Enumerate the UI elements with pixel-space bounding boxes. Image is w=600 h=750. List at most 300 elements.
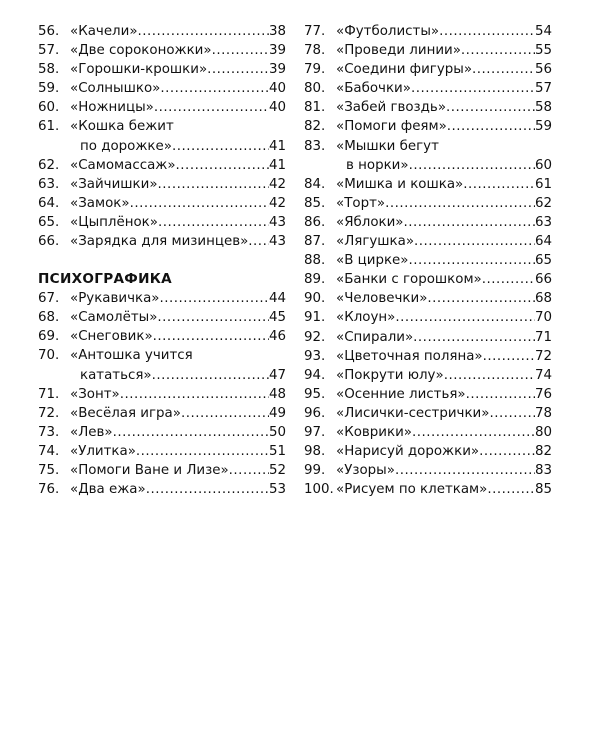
toc-entry-number: 89. [304,272,326,288]
toc-entry[interactable] [38,327,286,346]
toc-entry-page-number: 68 [534,291,552,307]
toc-entry-title: «Клоун» [336,310,396,326]
toc-entry-title: «Зайчишки» [70,176,158,192]
toc-entry-page-number: 54 [534,24,552,39]
toc-entry-line [70,22,286,41]
toc-entry[interactable] [38,98,286,117]
toc-entry[interactable] [38,480,286,499]
dot-leader [408,251,534,270]
toc-entry-body [336,175,552,194]
dot-leader [446,98,535,117]
dot-leader [138,22,269,41]
toc-entry-page-number: 42 [268,195,286,211]
toc-entry-number: 73. [38,424,60,440]
toc-entry-title: «Мышки бегут [336,138,439,154]
toc-entry[interactable] [304,404,552,423]
toc-entry-line [336,404,552,423]
toc-entry-title: «Забей гвоздь» [336,100,447,116]
toc-entry-title: «Покрути юлу» [336,367,444,383]
dot-leader [172,137,269,156]
toc-entry-number: 76. [38,482,60,498]
toc-entry-page-number: 55 [534,43,552,59]
toc-entry-line [70,41,286,60]
dot-leader [385,194,535,213]
toc-entry-page-number: 76 [534,386,552,402]
toc-entry-page-number: 48 [268,386,286,402]
toc-entry-body [70,461,286,480]
toc-entry-page-number: 43 [268,214,286,230]
toc-entry-line [336,366,552,385]
dot-leader [130,194,269,213]
toc-entry-number: 97. [304,424,326,440]
toc-entry[interactable] [304,289,552,308]
toc-entry-number: 86. [304,214,326,230]
toc-entry-page-number: 59 [534,119,552,135]
dot-leader [395,461,535,480]
toc-entry-number: 93. [304,348,326,364]
toc-entry-title: кататься» [80,367,152,383]
toc-entry-number: 83. [304,138,326,154]
toc-entry-body [70,79,286,98]
toc-entry-body [70,327,286,346]
toc-entry-body [336,442,552,461]
toc-entry-line [336,194,552,213]
toc-entry[interactable] [38,156,286,175]
toc-entry-title: «Футболисты» [336,24,440,39]
toc-entry-line [336,41,552,60]
toc-entry-number: 98. [304,444,326,460]
toc-entry-page-number: 53 [268,482,286,498]
toc-entry-title: «Лев» [70,424,113,440]
toc-entry[interactable] [38,346,286,384]
toc-entry-number: 68. [38,310,60,326]
toc-entry-title: «Помоги Ване и Лизе» [70,462,229,478]
toc-entry-body [70,60,286,79]
toc-entry-body [70,423,286,442]
toc-entry-page-number: 49 [268,405,286,421]
toc-entry-page-number: 63 [534,214,552,230]
toc-entry-title: «Человечки» [336,291,428,307]
toc-entry-line [336,79,552,98]
toc-entry-page-number: 41 [268,138,286,154]
toc-entry-title: «Снеговик» [70,329,153,345]
toc-entry-title: «Соедини фигуры» [336,62,473,78]
toc-entry-body [336,423,552,442]
toc-entry[interactable] [38,308,286,327]
dot-leader [154,98,269,117]
toc-entry-page-number: 39 [268,43,286,59]
toc-entry-number: 80. [304,81,326,97]
toc-entry-line [336,289,552,308]
toc-entry[interactable] [304,423,552,442]
toc-left-column [38,22,286,499]
toc-entry-page-number: 40 [268,100,286,116]
toc-entry[interactable] [304,232,552,251]
toc-entry[interactable] [38,175,286,194]
toc-entry-body [70,194,286,213]
toc-entry[interactable] [304,270,552,289]
toc-entry-number: 60. [38,100,60,116]
dot-leader [120,385,269,404]
toc-entry-number: 90. [304,291,326,307]
toc-entry[interactable] [304,385,552,404]
toc-entry-body [70,117,286,155]
toc-entry[interactable] [304,461,552,480]
dot-leader [181,404,269,423]
toc-entry[interactable] [304,175,552,194]
toc-entry-page-number: 38 [268,24,286,39]
toc-entry-title: «Антошка учится [70,348,193,364]
toc-entry-page-number: 65 [534,253,552,269]
toc-entry-page-number: 61 [534,176,552,192]
toc-entry[interactable] [304,137,552,175]
toc-entry-number: 63. [38,176,60,192]
toc-entry-title: «Рисуем по клеткам» [336,482,488,498]
toc-entry[interactable] [38,194,286,213]
toc-entry-number: 61. [38,119,60,135]
dot-leader [472,60,535,79]
toc-entry-line [336,328,552,347]
dot-leader [463,175,535,194]
toc-entry-body [70,232,286,251]
dot-leader [146,480,269,499]
toc-entry-title: в норки» [346,157,409,173]
dot-leader [489,404,535,423]
toc-entry-line [70,480,286,499]
toc-entry-page-number: 43 [268,234,286,250]
toc-entry-line [336,461,552,480]
toc-entry-body [336,117,552,136]
toc-entry-line [70,117,286,136]
toc-entry-title: «Коврики» [336,424,412,440]
toc-entry-title: «Зарядка для мизинцев» [70,234,249,250]
toc-entry-page-number: 80 [534,424,552,440]
toc-entry-line [70,461,286,480]
toc-entry-body [70,442,286,461]
toc-entry-line [70,137,286,156]
dot-leader [212,41,269,60]
dot-leader [439,22,535,41]
toc-entry-line [70,404,286,423]
toc-entry-page-number: 39 [268,62,286,78]
toc-entry-page-number: 85 [534,482,552,498]
toc-entry-number: 77. [304,24,326,39]
toc-entry-number: 100. [304,482,334,498]
toc-entry[interactable] [304,41,552,60]
toc-entry[interactable] [304,480,552,499]
toc-entry-body [336,41,552,60]
toc-entry-body [336,137,552,175]
toc-right-column [304,22,552,499]
toc-entry[interactable] [38,461,286,480]
toc-entry-body [70,175,286,194]
toc-entry-line [70,308,286,327]
toc-entry-number: 87. [304,234,326,250]
toc-entry-page-number: 56 [534,62,552,78]
toc-entry-title: «Две сороконожки» [70,43,212,59]
dot-leader [444,366,535,385]
toc-entry-number: 57. [38,43,60,59]
toc-entry-body [70,98,286,117]
toc-entry-page-number: 47 [268,367,286,383]
toc-entry-line [70,327,286,346]
toc-entry[interactable] [304,328,552,347]
toc-entry-title: «Два ежа» [70,482,146,498]
toc-entry-title: «Спирали» [336,329,414,345]
toc-entry[interactable] [38,117,286,155]
toc-entry-title: «Цветочная поляна» [336,348,483,364]
toc-entry-number: 75. [38,462,60,478]
toc-entry-body [336,60,552,79]
toc-entry-line [336,347,552,366]
toc-entry-line [70,194,286,213]
toc-entry-number: 92. [304,329,326,345]
toc-entry-line [70,385,286,404]
toc-entry[interactable] [304,194,552,213]
toc-entry[interactable] [304,60,552,79]
dot-leader [427,289,535,308]
toc-entry-body [336,270,552,289]
toc-entry-line [70,366,286,385]
toc-entry-body [336,98,552,117]
dot-leader [158,175,269,194]
dot-leader [229,461,269,480]
toc-entry-page-number: 44 [268,291,286,307]
toc-entry[interactable] [38,442,286,461]
toc-entry-line [336,423,552,442]
toc-entry[interactable] [38,385,286,404]
toc-entry-page-number: 57 [534,81,552,97]
toc-entry-title: «Качели» [70,24,138,39]
toc-entry-title: «Узоры» [336,463,395,479]
toc-entry-title: «Кошка бежит [70,119,174,135]
dot-leader [160,79,269,98]
toc-entry-title: «Помоги феям» [336,119,447,135]
toc-entry-body [70,385,286,404]
toc-entry-page-number: 58 [534,100,552,116]
toc-entry-page-number: 70 [534,310,552,326]
dot-leader [404,213,535,232]
toc-entry-page-number: 62 [534,195,552,211]
toc-entry-number: 78. [304,43,326,59]
toc-entry-line [336,156,552,175]
toc-entry-body [336,22,552,41]
section-heading-psychographics: ПСИХОГРАФИКА [38,271,173,288]
toc-entry-body [336,461,552,480]
toc-entry-body [336,251,552,270]
dot-leader [395,308,535,327]
toc-entry[interactable] [38,79,286,98]
toc-entry[interactable] [304,213,552,232]
toc-entry-title: «Проведи линии» [336,43,461,59]
toc-entry-line [70,442,286,461]
toc-entry-title: «Мишка и кошка» [336,176,464,192]
toc-entry-number: 96. [304,405,326,421]
toc-entry-title: «Банки с горошком» [336,272,482,288]
toc-entry-title: «Самолёты» [70,310,158,326]
toc-entry-body [336,328,552,347]
toc-entry-line [70,346,286,365]
toc-entry-body [336,347,552,366]
toc-entry[interactable] [304,117,552,136]
dot-leader [136,442,269,461]
toc-entry-body [70,213,286,232]
toc-entry[interactable] [38,289,286,308]
toc-entry-line [336,117,552,136]
toc-entry-body [70,22,286,41]
toc-entry-line [70,60,286,79]
toc-entry-body [70,289,286,308]
toc-entry-page-number: 52 [268,462,286,478]
toc-entry-page-number: 82 [534,444,552,460]
toc-entry[interactable] [304,308,552,327]
toc-entry-page-number: 74 [534,367,552,383]
toc-entry-line [70,289,286,308]
toc-entry-line [336,232,552,251]
toc-entry-line [336,213,552,232]
toc-entry[interactable] [304,98,552,117]
toc-entry-line [336,60,552,79]
toc-entry-body [336,308,552,327]
toc-entry-body [336,194,552,213]
toc-entry-number: 64. [38,195,60,211]
dot-leader [207,60,269,79]
toc-entry-number: 74. [38,443,60,459]
toc-entry-title: «Нарисуй дорожки» [336,444,480,460]
dot-leader [482,270,535,289]
toc-entry-title: «Лисички-сестрички» [336,405,490,421]
toc-entry-line [336,385,552,404]
toc-entry-page-number: 45 [268,310,286,326]
toc-entry[interactable] [38,22,286,41]
dot-leader [153,327,269,346]
toc-entry-number: 84. [304,176,326,192]
toc-entry-number: 59. [38,81,60,97]
toc-list-part-3 [304,22,552,499]
toc-entry-page-number: 50 [268,424,286,440]
toc-entry[interactable] [304,79,552,98]
dot-leader [158,213,269,232]
dot-leader [113,423,269,442]
toc-entry-line [336,98,552,117]
toc-entry-title: «Горошки-крошки» [70,62,208,78]
dot-leader [483,347,535,366]
toc-entry-title: «Самомассаж» [70,157,176,173]
toc-entry-line [336,442,552,461]
toc-entry-line [70,156,286,175]
toc-list-part-2 [38,289,286,499]
dot-leader [487,480,535,499]
dot-leader [466,385,535,404]
toc-entry-title: «Осенние листья» [336,386,466,402]
toc-entry-title: «Бабочки» [336,81,411,97]
toc-entry-body [70,156,286,175]
toc-entry-body [336,79,552,98]
toc-entry-page-number: 60 [534,157,552,173]
toc-entry-body [336,289,552,308]
toc-entry[interactable] [38,60,286,79]
toc-entry[interactable] [304,251,552,270]
toc-entry-body [336,404,552,423]
toc-entry-line [70,79,286,98]
toc-list-part-1 [38,22,286,251]
toc-entry-title: «Яблоки» [336,214,404,230]
toc-entry-page-number: 41 [268,157,286,173]
toc-entry-title: по дорожке» [80,138,172,154]
toc-entry[interactable] [304,22,552,41]
toc-entry-line [336,175,552,194]
toc-entry-number: 95. [304,386,326,402]
toc-entry-body [70,308,286,327]
toc-entry-body [336,213,552,232]
toc-entry[interactable] [38,423,286,442]
toc-entry[interactable] [304,347,552,366]
toc-entry-body [70,480,286,499]
toc-entry-title: «Зонт» [70,386,120,402]
toc-entry-title: «В цирке» [336,253,409,269]
dot-leader [412,423,535,442]
dot-leader [447,117,535,136]
toc-entry-number: 58. [38,62,60,78]
toc-entry-number: 67. [38,291,60,307]
toc-entry-page-number: 66 [534,272,552,288]
toc-entry[interactable] [304,366,552,385]
toc-entry-line [70,175,286,194]
toc-entry-title: «Цыплёнок» [70,214,158,230]
toc-entry-body [336,366,552,385]
toc-entry-line [336,251,552,270]
toc-entry-page-number: 51 [268,443,286,459]
toc-entry-body [70,404,286,423]
toc-entry-title: «Замок» [70,195,130,211]
toc-entry-number: 71. [38,386,60,402]
toc-entry-title: «Торт» [336,195,386,211]
toc-entry-page-number: 46 [268,329,286,345]
toc-entry-number: 85. [304,195,326,211]
toc-entry[interactable] [38,232,286,251]
toc-entry[interactable] [38,41,286,60]
dot-leader [409,156,535,175]
toc-entry-line [70,232,286,251]
toc-entry-line [70,423,286,442]
toc-entry-number: 99. [304,463,326,479]
toc-entry-page-number: 72 [534,348,552,364]
toc-entry-number: 91. [304,310,326,326]
toc-entry-page-number: 40 [268,81,286,97]
toc-entry-page-number: 83 [534,463,552,479]
toc-entry-number: 79. [304,62,326,78]
dot-leader [152,366,269,385]
toc-entry-title: «Солнышко» [70,81,161,97]
toc-entry-number: 69. [38,329,60,345]
toc-entry-page-number: 71 [534,329,552,345]
toc-entry-title: «Улитка» [70,443,136,459]
toc-entry[interactable] [38,213,286,232]
toc-entry-line [70,213,286,232]
toc-entry-number: 56. [38,24,60,39]
toc-entry[interactable] [38,404,286,423]
dot-leader [157,308,269,327]
toc-entry-number: 66. [38,234,60,250]
toc-entry-body [336,385,552,404]
toc-entry-title: «Весёлая игра» [70,405,181,421]
dot-leader [176,156,269,175]
toc-entry-title: «Ножницы» [70,100,154,116]
toc-entry-number: 62. [38,157,60,173]
toc-entry-body [336,232,552,251]
toc-entry[interactable] [304,442,552,461]
toc-entry-page-number: 42 [268,176,286,192]
